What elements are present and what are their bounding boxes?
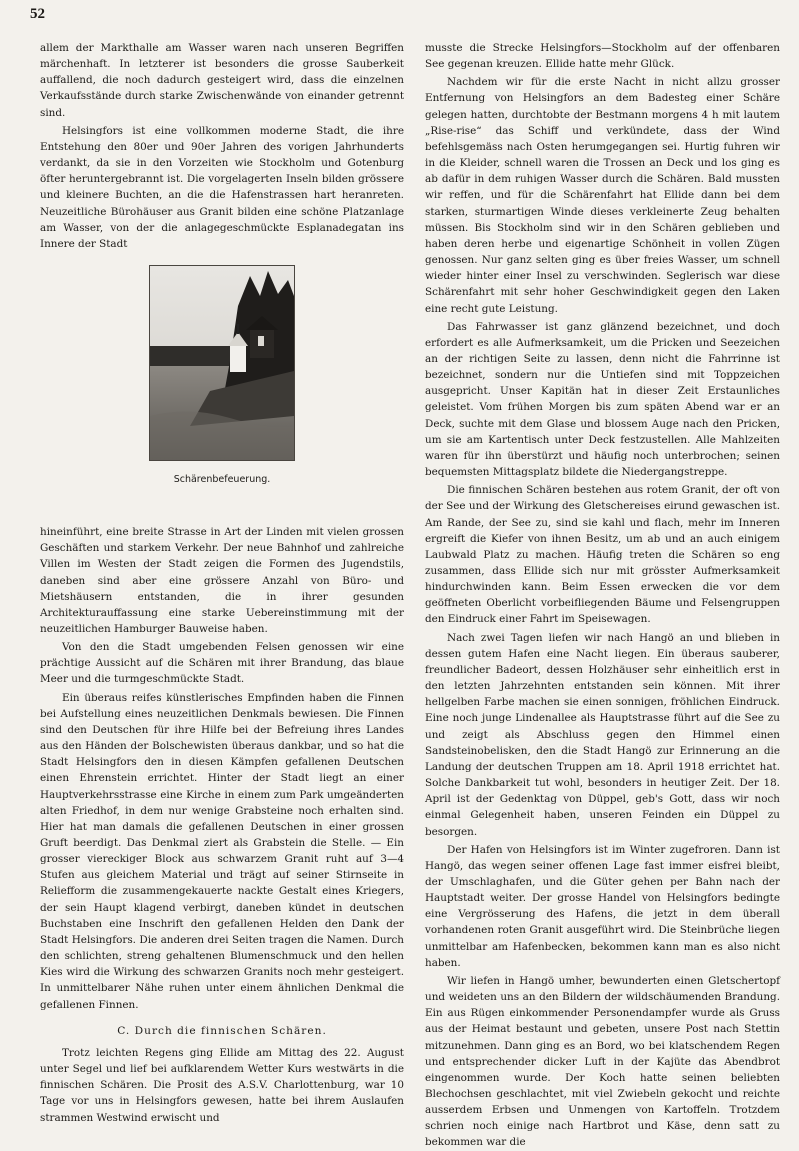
section-heading: C. Durch die finnischen Schären. [117, 1024, 327, 1037]
paragraph: Nach zwei Tagen liefen wir nach Hangö an und blieben in dessen gutem Hafen eine Nacht liegen. Ein überaus sauberer, freundlicher Badeort, dessen Holzhäuser sehr einheitlich erst in den letzten Jahrzehnten entstanden sein können. Mit ihrer hellgelben Farbe machen sie einen sonnigen, fröhlichen Eindruck. Eine noch junge Lindenallee als Hauptstrasse führt auf die See zu und zeigt als Abschluss gegen den Himmel einen Sandsteinobelisken, den die Stadt Hangö zur Erinnerung an die Landung der deutschen Truppen am 18. April 1918 errichtet hat. Solche Dankbarkeit tut wohl, besonders in heutiger Zeit. Der 18. April ist der Gedenktag von Düppel, geb's Gott, dass wir noch einmal Gelegenheit haben, unseren Feinden ein Düppel zu besorgen. [425, 631, 780, 838]
paragraph: Nachdem wir für die erste Nacht in nicht allzu grosser Entfernung von Helsingfors an dem Badesteg einer Schäre gelegen hatten, durchtobte der Bestmann morgens 4 h mit lautem „Rise-rise“ das Schiff und verkündete, dass der Wind befehlsgemäss nach Osten herumgegangen sei. Hurtig fuhren wir in die Kleider, schnell waren die Trossen an Deck und los ging es ab dafür in dem ruhigen Wasser durch die Schären. Bald mussten wir reffen, und für die Schärenfahrt hat Ellide dann bei dem starken, sturmartigen Winde dieses verkleinerte Zeug behalten müssen. Bis Stockholm sind wir in den Schären geblieben und haben deren herbe und eigenartige Schönheit in vollen Zügen genossen. Nur ganz selten ging es über freies Wasser, um schnell wieder hinter einer Insel zu verschwinden. Seglerisch war diese Schärenfahrt mit sehr hoher Geschwindigkeit gegen den Laken eine recht gute Leistung. [425, 76, 780, 315]
paragraph: Die finnischen Schären bestehen aus rotem Granit, der oft von der See und der Wirkung des Gletschereises eirund gewaschen ist. Am Rande, der See zu, sind sie kahl und flach, mehr im Inneren ergreift die Kiefer von ihnen Besitz, um ab und an auch einigem Laubwald Platz zu machen. Häufig treten die Schären so eng zusammen, dass Ellide sich nur mit grösster Aufmerksamkeit hindurchwinden kann. Beim Essen erwecken die vor dem geöffneten Oberlicht vorbeifliegenden Bäume und Felsengruppen den Eindruck einer Fahrt im Speisewagen. [425, 484, 780, 626]
figure [40, 265, 404, 486]
figure-caption: Schärenbefeuerung. [173, 474, 271, 486]
paragraph: Von den die Stadt umgebenden Felsen genossen wir eine prächtige Aussicht auf die Schären mit ihrer Brandung, das blaue Meer und die turmgeschmückte Stadt. [40, 641, 404, 686]
right-column [425, 40, 780, 1151]
paragraph: Trotz leichten Regens ging Ellide am Mittag des 22. August unter Segel und lief bei aufklarendem Wetter Kurs westwärts in die finnischen Schären. Die Prosit des A.S.V. Charlottenburg, war 10 Tage vor uns in Helsingfors gewesen, hatte bei ihrem Auslaufen strammen Westwind erwischt und [40, 1046, 404, 1124]
paragraph: allem der Markthalle am Wasser waren nach unseren Begriffen märchenhaft. In letzterer ist besonders die grosse Sauberkeit auffallend, die noch dadurch gesteigert wird, dass die einzelnen Verkaufsstände durch starke Zwischenwände von einander getrennt sind. [40, 42, 404, 119]
paragraph: Das Fahrwasser ist ganz glänzend bezeichnet, und doch erfordert es alle Aufmerksamkeit, um die Pricken und Seezeichen an der richtigen Seite zu lassen, denn nicht die Fahrrinne ist bezeichnet, sondern nur die Untiefen sind mit Toppzeichen ausgepricht. Unser Kapitän hat in dieser Zeit Erstaunliches geleistet. Vom frühen Morgen bis zum späten Abend war er an Deck, suchte mit dem Glase und blossem Auge nach den Pricken, um sie am Kartentisch unter Deck festzustellen. Alle Mahlzeiten waren für ihn überstürzt und häufig noch unterbrochen; seinen bequemsten Mittagsplatz bildete die Niedergangstreppe. [425, 320, 780, 479]
paragraph: Ein überaus reifes künstlerisches Empfinden haben die Finnen bei Aufstellung eines neuzeitlichen Denkmals bewiesen. Die Finnen sind den Deutschen für ihre Hilfe bei der Befreiung ihres Landes aus den Händen der Bolschewisten überaus dankbar, und so hat die Stadt Helsingfors den in diesen Kämpfen gefallenen Deutschen einen Ehrenstein errichtet. Hinter der Stadt liegt an einer Hauptverkehrsstrasse eine Kirche in einem zum Park umgeänderten alten Friedhof, in dem nur wenige Grabsteine noch erhalten sind. Hier hat man damals die gefallenen Deutschen in einer grossen Gruft beerdigt. Das Denkmal ziert als Grabstein die Stelle. — Ein grosser viereckiger Block aus schwarzem Granit ruht auf 3—4 Stufen aus gleichem Material und trägt auf seiner Stirnseite in Reliefform die zusammengekauerte nackte Gestalt eines Kriegers, der sein Haupt klagend verbirgt, daneben kündet in deutschen Buchstaben eine Inschrift den gefallenen Helden den Dank der Stadt Helsingfors. Die anderen drei Seiten tragen die Namen. Durch den schlichten, streng gehaltenen Blumenschmuck und den hellen Kies wird die Wirkung des schwarzen Granits noch mehr gesteigert. In unmittelbarer Nähe ruhen unter einem ähnlichen Denkmal die gefallenen Finnen. [40, 691, 404, 1011]
paragraph: Der Hafen von Helsingfors ist im Winter zugefroren. Dann ist Hangö, das wegen seiner offenen Lage fast immer eisfrei bleibt, der Umschlaghafen, und die Güter gehen per Bahn nach der Hauptstadt weiter. Der grosse Handel von Helsingfors bedingte eine Vergrösserung des Hafens, die jetzt in dem überall vorhandenen roten Granit ausgeführt wird. Die Steinbrüche liegen unmittelbar am Hafenbecken, bekommen kann man es also nicht haben. [425, 843, 780, 969]
left-column [40, 40, 404, 1126]
paragraph: musste die Strecke Helsingfors—Stockholm auf der offenbaren See gegenan kreuzen. Ellide hatte mehr Glück. [425, 42, 780, 71]
paragraph: Helsingfors ist eine vollkommen moderne Stadt, die ihre Entstehung den 80er und 90er Jahren des vorigen Jahrhunderts verdankt, da sie in den Vorzeiten wie Stockholm und Gotenburg öfter heruntergebrannt ist. Die vorgelagerten Inseln bilden grössere und kleinere Buchten, an die die Hafenstrassen hart heranreten. Neuzeitliche Bürohäuser aus Granit bilden eine schöne Platzanlage am Wasser, von der die anlagegeschmückte Esplanadegatan ins Innere der Stadt [40, 124, 404, 250]
photo-lighthouse-islet [149, 265, 295, 461]
page-number: 52 [30, 6, 45, 22]
paragraph: Wir liefen in Hangö umher, bewunderten einen Gletschertopf und weideten uns an den Bildern der wildschäumenden Brandung. Ein aus Rügen einkommender Personendampfer wurde als Gruss aus der Heimat bestaunt und gebeten, unsere Post nach Stettin mitzunehmen. Dann ging es an Bord, wo bei klatschendem Regen und entsprechender dicker Luft in der Kajüte das Abendbrot eingenommen wurde. Der Koch hatte seinen beliebten Blechochsen geschlachtet, mit viel Zwiebeln gekocht und reichte ausserdem Erbsen und Unmengen von Kartoffeln. Trotzdem schrien noch einige nach Hartbrot und Käse, denn satt zu bekommen war die [425, 974, 780, 1149]
paragraph: hineinführt, eine breite Strasse in Art der Linden mit vielen grossen Geschäften und starkem Verkehr. Der neue Bahnhof und zahlreiche Villen im Westen der Stadt zeigen die Formen des Jugendstils, daneben sind aber eine grössere Anzahl von Büro- und Mietshäusern entstanden, die in ihrer gesunden Architekturauffassung eine starke Uebereinstimmung mit der neuzeitlichen Hamburger Bauweise haben. [40, 526, 404, 635]
